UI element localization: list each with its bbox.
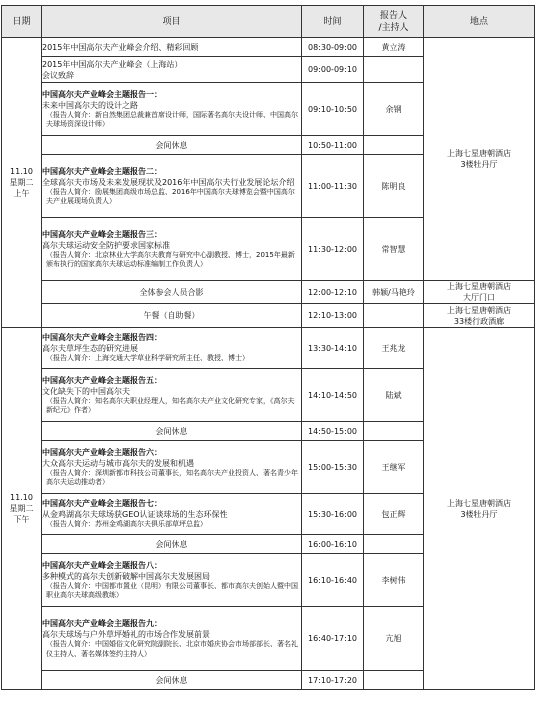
item-title: 中国高尔夫产业峰会主题报告三： — [42, 229, 162, 239]
item-title: 中国高尔夫产业峰会主题报告八： — [42, 560, 162, 570]
session-period: 上午 — [13, 189, 30, 198]
speaker-cell — [364, 671, 424, 690]
header-item: 项目 — [42, 6, 302, 38]
item-subtitle: 从金鸡湖高尔夫球场获GEO认证谈球场的生态环保性 — [42, 510, 228, 520]
location-cell: 上海七星唐朝酒店 大厅门口 — [424, 281, 535, 304]
location-morning: 上海七星唐朝酒店 3楼牡丹厅 — [424, 38, 535, 281]
item-intro: （报告人简介：北京林业大学高尔夫教育与研究中心副教授、博士，2015年最新颁布执行的国家高尔夫球运动标准编制工作负责人） — [46, 250, 295, 268]
location-cell: 上海七星唐朝酒店 33楼行政酒廊 — [424, 304, 535, 328]
time-cell: 08:30-09:00 — [302, 38, 364, 57]
item-cell — [42, 422, 302, 441]
item-cell — [42, 671, 302, 690]
item-cell — [42, 607, 302, 671]
speaker-cell: 李树伟 — [364, 554, 424, 607]
time-cell: 09:10-10:50 — [302, 83, 364, 136]
item-title: 2015年中国高尔夫产业峰会（上海站） — [42, 59, 183, 69]
speaker-cell: 韩颖/马艳玲 — [364, 281, 424, 304]
session-weekday: 星期二 — [9, 504, 34, 513]
speaker-cell — [364, 422, 424, 441]
item-cell — [42, 281, 302, 304]
session-weekday: 星期二 — [9, 178, 34, 187]
item-subtitle: 全球高尔夫市场及未来发展现状及2016年中国高尔夫行业发展论坛介绍 — [42, 177, 295, 187]
item-cell — [42, 218, 302, 281]
time-cell: 13:30-14:10 — [302, 328, 364, 369]
item-subtitle: 高尔夫草坪生态的研究进展 — [42, 344, 138, 354]
time-cell: 16:00-16:10 — [302, 535, 364, 554]
item-title: 会间休息 — [155, 426, 188, 436]
session-date: 11.10 — [10, 493, 33, 502]
speaker-cell: 黄立涛 — [364, 38, 424, 57]
time-cell: 15:00-15:30 — [302, 441, 364, 494]
item-title: 会间休息 — [155, 140, 188, 150]
item-cell — [42, 535, 302, 554]
time-cell: 12:10-13:00 — [302, 304, 364, 328]
item-intro: （报告人简介：上海交通大学草业科学研究所主任、教授、博士） — [46, 354, 249, 363]
item-title: 中国高尔夫产业峰会主题报告四： — [42, 333, 162, 343]
item-cell — [42, 155, 302, 218]
header-row — [2, 6, 535, 38]
item-cell — [42, 83, 302, 136]
item-subtitle: 多种模式的高尔夫创新破解中国高尔夫发展困局 — [42, 571, 210, 581]
item-intro: （报告人简介：中国婚俗文化研究院副院长、北京市婚庆协会市场部部长、著名礼仪主持人、著名媒体签约主持人） — [46, 640, 298, 658]
item-subtitle: 会议致辞 — [42, 70, 74, 80]
speaker-cell — [364, 304, 424, 328]
item-cell — [42, 494, 302, 535]
item-cell — [42, 441, 302, 494]
item-intro: （报告人简介：苏州金鸡湖高尔夫俱乐部草坪总监） — [46, 520, 207, 529]
item-title: 中国高尔夫产业峰会主题报告一： — [42, 89, 162, 99]
speaker-cell: 包正辉 — [364, 494, 424, 535]
item-title: 中国高尔夫产业峰会主题报告六： — [42, 447, 162, 457]
item-cell — [42, 369, 302, 422]
item-subtitle: 高尔夫球运动安全防护要求国家标准 — [42, 240, 170, 250]
time-cell: 11:30-12:00 — [302, 218, 364, 281]
schedule-table — [1, 5, 535, 690]
session-date-morning — [2, 38, 42, 328]
time-cell: 15:30-16:00 — [302, 494, 364, 535]
speaker-cell — [364, 535, 424, 554]
table-row — [2, 281, 535, 304]
header-date: 日期 — [2, 6, 42, 38]
item-cell — [42, 136, 302, 155]
item-cell — [42, 554, 302, 607]
time-cell: 09:00-09:10 — [302, 57, 364, 83]
speaker-cell: 王兆龙 — [364, 328, 424, 369]
time-cell: 16:10-16:40 — [302, 554, 364, 607]
item-title: 午餐（自助餐） — [143, 311, 200, 320]
speaker-cell — [364, 57, 424, 83]
table-row — [2, 328, 535, 369]
speaker-cell: 常智慧 — [364, 218, 424, 281]
item-title: 会间休息 — [155, 539, 188, 549]
time-cell: 11:00-11:30 — [302, 155, 364, 218]
item-intro: （报告人简介：励展集团高级市场总监、2016年中国高尔夫球博览会暨中国高尔夫产业展现场负责人） — [46, 187, 295, 205]
item-title: 中国高尔夫产业峰会主题报告九： — [42, 619, 162, 628]
location-afternoon: 上海七星唐朝酒店 3楼牡丹厅 — [424, 328, 535, 690]
time-cell: 14:10-14:50 — [302, 369, 364, 422]
header-speaker: 报告人 /主持人 — [364, 6, 424, 38]
header-location: 地点 — [424, 6, 535, 38]
header-time: 时间 — [302, 6, 364, 38]
session-date-afternoon — [2, 328, 42, 690]
item-intro: （报告人简介：中国都市置业（昆明）有限公司董事长、都市高尔夫创始人暨中国职业高尔夫球高级教练） — [46, 581, 298, 599]
item-intro: （报告人简介：新自然集团总裁兼首席设计师，国际著名高尔夫设计师、中国高尔夫球场资深设计师） — [46, 110, 298, 128]
item-title: 中国高尔夫产业峰会主题报告五： — [42, 375, 162, 385]
session-date: 11.10 — [10, 167, 33, 176]
time-cell: 17:10-17:20 — [302, 671, 364, 690]
speaker-cell — [364, 136, 424, 155]
item-intro: （报告人简介：知名高尔夫职业经理人，知名高尔夫产业文化研究专家，《高尔夫新纪元》作者） — [46, 396, 295, 414]
item-subtitle: 文化缺失下的中国高尔夫 — [42, 386, 130, 396]
session-period: 下午 — [13, 515, 30, 524]
item-title: 中国高尔夫产业峰会主题报告二： — [42, 166, 162, 176]
time-cell: 10:50-11:00 — [302, 136, 364, 155]
item-cell — [42, 57, 302, 83]
table-row — [2, 38, 535, 57]
item-title: 全体参会人员合影 — [139, 287, 204, 297]
item-title: 2015年中国高尔夫产业峰会介绍、精彩回顾 — [42, 42, 199, 52]
item-subtitle: 大众高尔夫运动与城市高尔夫的发展和机遇 — [42, 458, 194, 468]
item-cell — [42, 328, 302, 369]
item-title: 会间休息 — [155, 675, 188, 685]
time-cell: 16:40-17:10 — [302, 607, 364, 671]
item-title: 中国高尔夫产业峰会主题报告七： — [42, 499, 162, 509]
speaker-cell: 亢旭 — [364, 607, 424, 671]
item-subtitle: 高尔夫球场与户外草坪婚礼的市场合作发展前景 — [42, 630, 210, 639]
speaker-cell: 陈明良 — [364, 155, 424, 218]
item-cell — [42, 304, 302, 328]
time-cell: 14:50-15:00 — [302, 422, 364, 441]
item-intro: （报告人简介：深圳新都市科技公司董事长，知名高尔夫产业投资人、著名青少年高尔夫运动推动者） — [46, 468, 298, 486]
item-subtitle: 未来中国高尔夫的设计之路 — [42, 100, 138, 110]
item-cell — [42, 38, 302, 57]
speaker-cell: 王继军 — [364, 441, 424, 494]
speaker-cell: 余钢 — [364, 83, 424, 136]
table-row — [2, 304, 535, 328]
speaker-cell: 陆斌 — [364, 369, 424, 422]
time-cell: 12:00-12:10 — [302, 281, 364, 304]
